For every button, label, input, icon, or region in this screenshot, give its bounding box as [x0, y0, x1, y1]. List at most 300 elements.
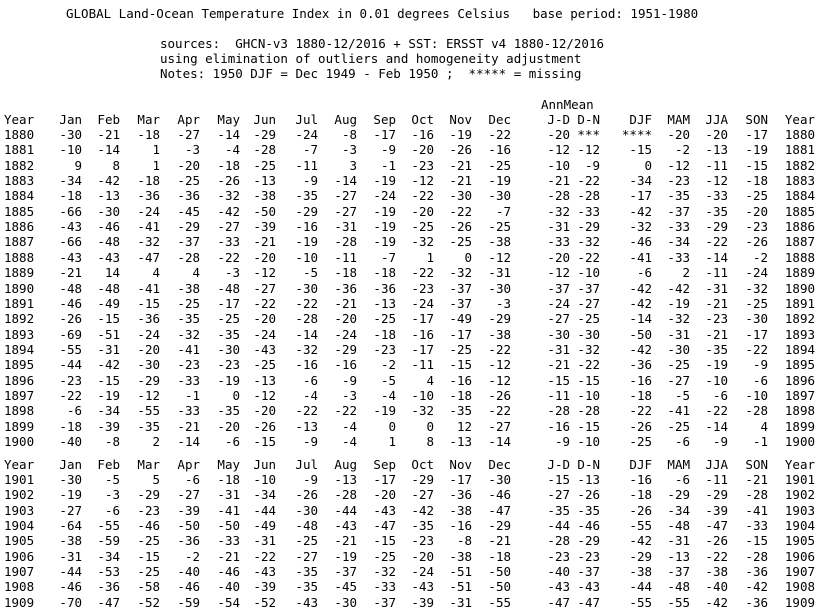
table-cell: -20 [177, 157, 200, 173]
table-cell: -29 [334, 341, 357, 357]
table-cell: -28 [547, 403, 570, 419]
table-cell: -46 [217, 564, 240, 580]
column-header-mar: Mar [137, 112, 160, 127]
table-cell: -17 [745, 326, 768, 342]
table-cell: -37 [373, 594, 396, 610]
method-line: using elimination of outliers and homogeneity adjustment [160, 51, 582, 66]
table-cell: -51 [449, 579, 472, 595]
column-header-jun: Jun [253, 112, 276, 127]
table-cell: -52 [137, 594, 160, 610]
table-cell: -31 [667, 533, 690, 549]
column-header-mam: MAM [667, 457, 690, 472]
table-cell: -29 [253, 127, 276, 142]
table-cell: -33 [217, 234, 240, 250]
table-cell: -46 [137, 518, 160, 534]
table-cell: -16 [629, 472, 652, 487]
table-cell: -27 [217, 219, 240, 235]
table-cell: -24 [137, 203, 160, 219]
table-cell: -11 [705, 157, 728, 173]
table-cell: -46 [59, 579, 82, 595]
table-cell: -32 [667, 311, 690, 327]
table-cell: *** [577, 127, 600, 142]
row-year-right: 1903 [784, 502, 815, 518]
table-cell: -27 [488, 418, 511, 434]
table-cell: -12 [547, 265, 570, 281]
table-cell: -46 [577, 518, 600, 534]
table-cell: -31 [547, 219, 570, 235]
table-cell: -32 [411, 403, 434, 419]
document-title: GLOBAL Land-Ocean Temperature Index in 0.01 degrees Celsius base period: 1951-1980 [66, 6, 699, 21]
table-cell: -32 [577, 341, 600, 357]
table-cell: -13 [373, 295, 396, 311]
table-cell: -43 [97, 249, 120, 265]
table-cell: -46 [59, 295, 82, 311]
row-year: 1887 [4, 234, 35, 250]
table-cell: -33 [667, 249, 690, 265]
table-cell: -48 [217, 280, 240, 296]
table-cell: -26 [59, 311, 82, 327]
column-header-jan: Jan [59, 112, 82, 127]
table-cell: -20 [373, 487, 396, 503]
table-cell: -54 [217, 594, 240, 610]
table-cell: -36 [373, 280, 396, 296]
table-cell: -28 [253, 142, 276, 158]
column-header-apr: Apr [177, 112, 200, 127]
table-cell: -38 [449, 548, 472, 564]
table-cell: -25 [411, 219, 434, 235]
table-cell: -9 [341, 372, 357, 388]
table-cell: -9 [554, 434, 570, 449]
table-cell: -28 [295, 311, 318, 327]
table-cell: -10 [253, 472, 276, 487]
table-cell: -32 [373, 564, 396, 580]
table-cell: -17 [411, 311, 434, 327]
table-cell: -4 [341, 418, 357, 434]
column-header-nov: Nov [449, 457, 472, 472]
table-cell: -20 [547, 249, 570, 265]
table-cell: -25 [253, 357, 276, 373]
table-cell: -17 [449, 472, 472, 487]
table-cell: -9 [752, 357, 768, 373]
table-cell: -36 [137, 188, 160, 204]
table-cell: -47 [97, 594, 120, 610]
table-cell: -52 [253, 594, 276, 610]
table-cell: -22 [295, 403, 318, 419]
table-cell: -19 [373, 219, 396, 235]
table-cell: -10 [295, 249, 318, 265]
table-cell: -37 [667, 203, 690, 219]
column-header-feb: Feb [97, 457, 120, 472]
table-cell: -15 [547, 372, 570, 388]
row-year: 1884 [4, 188, 35, 204]
table-cell: -35 [295, 564, 318, 580]
table-cell: -31 [488, 265, 511, 281]
table-cell: -34 [97, 548, 120, 564]
table-cell: -43 [59, 249, 82, 265]
table-cell: -14 [629, 311, 652, 327]
table-cell: -31 [59, 548, 82, 564]
table-cell: 8 [112, 157, 120, 173]
table-cell: -36 [629, 357, 652, 373]
table-cell: -43 [253, 564, 276, 580]
table-cell: -26 [449, 219, 472, 235]
table-cell: -26 [629, 418, 652, 434]
table-cell: -24 [745, 265, 768, 281]
table-cell: -69 [59, 326, 82, 342]
table-cell: -37 [449, 280, 472, 296]
table-cell: -25 [449, 234, 472, 250]
table-cell: 1 [152, 157, 160, 173]
table-cell: 0 [232, 387, 240, 403]
table-cell: -2 [752, 249, 768, 265]
table-cell: -15 [373, 533, 396, 549]
table-cell: -30 [137, 357, 160, 373]
table-cell: -20 [745, 203, 768, 219]
table-cell: -25 [253, 157, 276, 173]
table-cell: -59 [97, 533, 120, 549]
table-cell: -29 [488, 311, 511, 327]
table-cell: -30 [488, 188, 511, 204]
table-cell: -37 [449, 295, 472, 311]
table-cell: -9 [584, 157, 600, 173]
table-cell: -31 [334, 219, 357, 235]
table-cell: -18 [488, 548, 511, 564]
table-cell: -55 [97, 518, 120, 534]
table-cell: 9 [74, 157, 82, 173]
row-year-right: 1881 [784, 142, 815, 158]
table-cell: -42 [629, 533, 652, 549]
table-cell: -29 [137, 487, 160, 503]
table-cell: 1 [388, 434, 396, 449]
table-cell: -12 [488, 357, 511, 373]
table-cell: -46 [177, 579, 200, 595]
table-cell: -39 [177, 502, 200, 518]
table-cell: -37 [334, 564, 357, 580]
table-cell: -21 [97, 127, 120, 142]
row-year: 1894 [4, 341, 35, 357]
table-cell: -21 [449, 173, 472, 189]
table-cell: -44 [59, 564, 82, 580]
table-cell: -25 [295, 533, 318, 549]
table-cell: -50 [177, 518, 200, 534]
table-cell: -30 [295, 280, 318, 296]
table-cell: -36 [177, 533, 200, 549]
row-year: 1897 [4, 387, 35, 403]
table-cell: -3 [495, 295, 511, 311]
row-year: 1888 [4, 249, 35, 265]
table-cell: -36 [449, 487, 472, 503]
table-cell: -26 [577, 487, 600, 503]
table-cell: -36 [745, 564, 768, 580]
table-cell: -43 [373, 502, 396, 518]
table-cell: -22 [705, 548, 728, 564]
row-year-right: 1904 [784, 518, 815, 534]
table-cell: -12 [705, 173, 728, 189]
table-cell: -18 [217, 157, 240, 173]
column-header-may: May [217, 112, 240, 127]
table-cell: -9 [302, 173, 318, 189]
table-cell: -53 [97, 564, 120, 580]
table-cell: -28 [177, 249, 200, 265]
table-cell: -10 [547, 157, 570, 173]
table-cell: -19 [373, 203, 396, 219]
table-cell: -27 [295, 548, 318, 564]
table-cell: -38 [449, 502, 472, 518]
table-cell: -14 [705, 418, 728, 434]
table-cell: -22 [577, 173, 600, 189]
row-year-right: 1900 [784, 434, 815, 449]
table-cell: -41 [177, 341, 200, 357]
table-cell: -37 [667, 564, 690, 580]
table-cell: -42 [629, 341, 652, 357]
table-cell: -28 [577, 188, 600, 204]
table-cell: -12 [488, 372, 511, 388]
row-year-right: 1887 [784, 234, 815, 250]
table-cell: -39 [253, 219, 276, 235]
table-cell: -10 [59, 142, 82, 158]
table-cell: -36 [334, 280, 357, 296]
table-cell: -36 [137, 311, 160, 327]
table-cell: -29 [577, 219, 600, 235]
table-cell: -28 [745, 487, 768, 503]
row-year: 1902 [4, 487, 35, 503]
column-header-jja: JJA [705, 112, 728, 127]
table-cell: -59 [177, 594, 200, 610]
table-cell: -6 [712, 387, 728, 403]
column-header-mar: Mar [137, 457, 160, 472]
row-year-right: 1893 [784, 326, 815, 342]
table-cell: -14 [705, 249, 728, 265]
table-cell: -12 [137, 387, 160, 403]
table-cell: -23 [137, 502, 160, 518]
column-header-aug: Aug [334, 457, 357, 472]
table-cell: -15 [629, 142, 652, 158]
table-cell: -33 [177, 372, 200, 388]
table-cell: -28 [745, 403, 768, 419]
table-cell: -32 [137, 234, 160, 250]
table-cell: -33 [577, 203, 600, 219]
table-cell: -46 [97, 219, 120, 235]
table-cell: -12 [488, 249, 511, 265]
table-cell: -15 [745, 157, 768, 173]
table-cell: -20 [667, 127, 690, 142]
table-cell: -25 [177, 173, 200, 189]
table-cell: -34 [59, 173, 82, 189]
table-cell: 4 [426, 372, 434, 388]
table-cell: -6 [184, 472, 200, 487]
table-cell: -21 [177, 418, 200, 434]
table-cell: -18 [59, 188, 82, 204]
row-year: 1905 [4, 533, 35, 549]
table-cell: -25 [745, 188, 768, 204]
table-cell: -19 [488, 173, 511, 189]
table-cell: -15 [577, 418, 600, 434]
table-cell: -28 [547, 188, 570, 204]
table-cell: -38 [253, 188, 276, 204]
row-year-right: 1891 [784, 295, 815, 311]
table-cell: -27 [547, 487, 570, 503]
table-cell: -25 [745, 295, 768, 311]
table-cell: -40 [59, 434, 82, 449]
table-cell: -35 [705, 341, 728, 357]
table-cell: -3 [184, 142, 200, 158]
table-cell: -55 [137, 403, 160, 419]
table-cell: -22 [488, 127, 511, 142]
table-cell: -21 [334, 533, 357, 549]
table-cell: 0 [644, 157, 652, 173]
table-cell: -27 [547, 311, 570, 327]
row-year: 1907 [4, 564, 35, 580]
table-cell: -44 [253, 502, 276, 518]
table-cell: -13 [667, 548, 690, 564]
table-cell: -6 [674, 434, 690, 449]
table-cell: -47 [137, 249, 160, 265]
row-year-right: 1894 [784, 341, 815, 357]
table-cell: -48 [97, 280, 120, 296]
table-cell: -33 [667, 219, 690, 235]
row-year-right: 1882 [784, 157, 815, 173]
table-cell: -30 [667, 341, 690, 357]
table-cell: -21 [59, 265, 82, 281]
table-cell: -25 [667, 418, 690, 434]
table-cell: -40 [217, 579, 240, 595]
table-cell: -18 [137, 173, 160, 189]
table-cell: -25 [667, 357, 690, 373]
table-cell: -30 [577, 326, 600, 342]
table-cell: -25 [177, 295, 200, 311]
table-cell: 14 [104, 265, 120, 281]
row-year-right: 1892 [784, 311, 815, 327]
table-cell: -18 [745, 173, 768, 189]
table-cell: -6 [636, 265, 652, 281]
table-cell: -9 [302, 434, 318, 449]
table-cell: -3 [341, 142, 357, 158]
table-cell: **** [621, 127, 652, 142]
row-year-right: 1885 [784, 203, 815, 219]
table-cell: -34 [667, 502, 690, 518]
table-cell: -29 [629, 548, 652, 564]
table-cell: -1 [380, 157, 396, 173]
table-cell: -25 [449, 341, 472, 357]
table-cell: 5 [152, 472, 160, 487]
table-cell: -30 [59, 127, 82, 142]
table-cell: -35 [547, 502, 570, 518]
table-cell: -13 [449, 434, 472, 449]
table-cell: -27 [334, 203, 357, 219]
table-cell: -7 [495, 203, 511, 219]
table-cell: -37 [577, 564, 600, 580]
table-cell: -5 [302, 265, 318, 281]
table-cell: -25 [488, 219, 511, 235]
table-cell: -49 [253, 518, 276, 534]
table-cell: -18 [217, 472, 240, 487]
column-header-djf: DJF [629, 112, 652, 127]
table-cell: -17 [217, 295, 240, 311]
table-cell: -14 [334, 173, 357, 189]
table-cell: -23 [217, 357, 240, 373]
table-cell: -13 [705, 142, 728, 158]
table-cell: -29 [705, 219, 728, 235]
table-cell: -4 [380, 387, 396, 403]
row-year: 1906 [4, 548, 35, 564]
table-cell: -12 [253, 265, 276, 281]
table-cell: -13 [577, 472, 600, 487]
annmean-label: AnnMean [541, 97, 594, 112]
table-cell: -6 [302, 372, 318, 388]
column-header-jun: Jun [253, 457, 276, 472]
table-cell: -30 [97, 203, 120, 219]
table-cell: 0 [464, 249, 472, 265]
table-cell: -22 [577, 357, 600, 373]
table-cell: -43 [59, 219, 82, 235]
column-header-year: Year [4, 112, 35, 127]
table-cell: -5 [380, 372, 396, 388]
table-cell: -42 [97, 357, 120, 373]
column-header-aug: Aug [334, 112, 357, 127]
column-header-oct: Oct [411, 457, 434, 472]
table-cell: -50 [488, 579, 511, 595]
table-cell: -32 [745, 280, 768, 296]
table-cell: -26 [295, 487, 318, 503]
row-year-right: 1897 [784, 387, 815, 403]
table-cell: -4 [302, 387, 318, 403]
table-cell: -25 [373, 548, 396, 564]
table-cell: 3 [349, 157, 357, 173]
table-cell: -14 [488, 434, 511, 449]
table-cell: -18 [629, 387, 652, 403]
table-cell: -22 [705, 403, 728, 419]
table-cell: -18 [137, 127, 160, 142]
table-cell: -9 [302, 472, 318, 487]
table-cell: -50 [629, 326, 652, 342]
table-cell: -25 [629, 434, 652, 449]
table-cell: -6 [752, 372, 768, 388]
table-cell: -28 [547, 533, 570, 549]
table-cell: -51 [449, 564, 472, 580]
table-cell: -27 [411, 487, 434, 503]
table-cell: -29 [177, 219, 200, 235]
table-cell: -11 [705, 265, 728, 281]
table-cell: -42 [745, 579, 768, 595]
row-year: 1891 [4, 295, 35, 311]
table-cell: -19 [295, 234, 318, 250]
column-header-dec: Dec [488, 112, 511, 127]
table-cell: -2 [674, 142, 690, 158]
table-cell: -34 [667, 234, 690, 250]
column-header-sep: Sep [373, 112, 396, 127]
sources-line: sources: GHCN-v3 1880-12/2016 + SST: ERSST v4 1880-12/2016 [160, 36, 605, 51]
table-cell: -18 [334, 265, 357, 281]
table-cell: -21 [745, 472, 768, 487]
table-cell: -12 [411, 173, 434, 189]
table-cell: -22 [488, 341, 511, 357]
table-cell: -19 [217, 372, 240, 388]
table-cell: -42 [705, 594, 728, 610]
table-cell: 2 [152, 434, 160, 449]
table-cell: -21 [547, 173, 570, 189]
table-cell: 12 [456, 418, 472, 434]
column-header-sep: Sep [373, 457, 396, 472]
table-cell: -28 [577, 403, 600, 419]
column-header-jja: JJA [705, 457, 728, 472]
row-year-right: 1899 [784, 418, 815, 434]
table-cell: -23 [373, 341, 396, 357]
column-header-jan: Jan [59, 457, 82, 472]
table-cell: -26 [217, 173, 240, 189]
table-cell: -35 [217, 326, 240, 342]
table-cell: -10 [577, 387, 600, 403]
table-cell: -2 [184, 548, 200, 564]
